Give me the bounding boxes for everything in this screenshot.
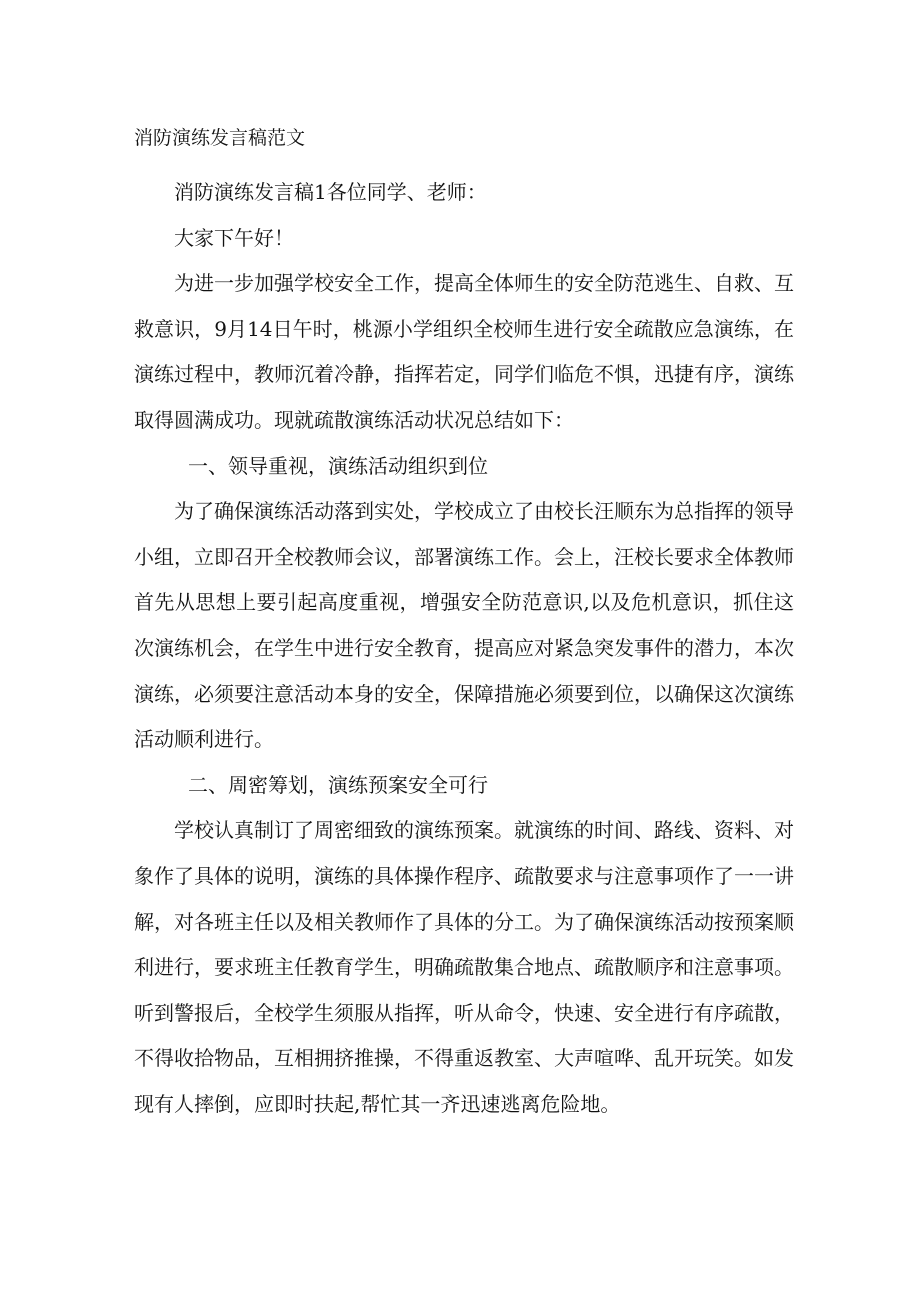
document-title: 消防演练发言稿范文	[134, 127, 306, 149]
paragraph-planning: 学校认真制订了周密细致的演练预案。就演练的时间、路线、资料、对象作了具体的说明，演练的具体操作程序、疏散要求与注意事项作了一一讲解，对各班主任以及相关教师作了具体的分工。为了确保演练活动按预案顺利进行，要求班主任教育学生，明确疏散集合地点、疏散顺序和注意事项。听到警报后，全校学生须服从指挥，听从命令，快速、安全进行有序疏散，不得收拾物品，互相拥挤推操，不得重返教室、大声喧哗、乱开玩笑。如发现有人摔倒，应即时扶起,帮忙其一齐迅速逃离危险地。	[134, 818, 794, 1116]
paragraph-leadership: 为了确保演练活动落到实处，学校成立了由校长汪顺东为总指挥的领导小组，立即召开全校教师会议，部署演练工作。会上，汪校长要求全体教师首先从思想上要引起高度重视，增强安全防范意识,以及危机意识，抓住这次演练机会，在学生中进行安全教育，提高应对紧急突发事件的潜力，本次演练，必须要注意活动本身的安全，保障措施必须要到位，以确保这次演练活动顺利进行。	[134, 499, 794, 752]
document-body	[134, 170, 794, 1127]
paragraph-greeting: 大家下午好！	[174, 225, 294, 250]
paragraph-salutation: 消防演练发言稿1各位同学、老师：	[174, 180, 487, 204]
paragraph-introduction: 为进一步加强学校安全工作，提高全体师生的安全防范逃生、自救、互救意识，9月14日午时，桃源小学组织全校师生进行安全疏散应急演练，在演练过程中，教师沉着冷静，指挥若定，同学们临危不惧，迅捷有序，演练取得圆满成功。现就疏散演练活动状况总结如下：	[134, 271, 794, 432]
section-heading-leadership: 一、领导重视，演练活动组织到位	[188, 453, 488, 478]
section-heading-planning: 二、周密筹划，演练预案安全可行	[188, 772, 488, 797]
